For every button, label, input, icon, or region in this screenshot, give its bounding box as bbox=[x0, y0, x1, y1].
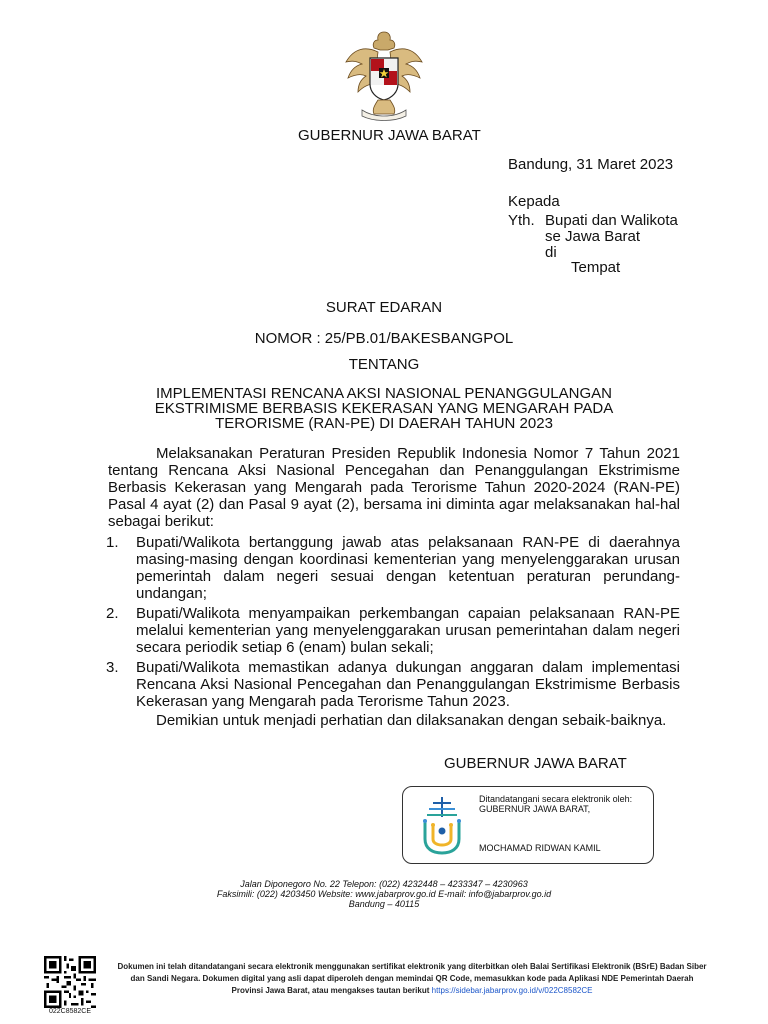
address-line-3: Bandung – 40115 bbox=[348, 899, 420, 909]
to-label: Kepada bbox=[508, 193, 560, 210]
list-item bbox=[106, 534, 680, 602]
address-line-2: Faksimili: (022) 4203450 Website: www.jabarprov.go.id E-mail: info@jabarprov.go.id bbox=[216, 889, 552, 899]
recipient-line-3: di bbox=[545, 244, 557, 261]
signer-name: MOCHAMAD RIDWAN KAMIL bbox=[479, 843, 601, 853]
subject-line-1: IMPLEMENTASI RENCANA AKSI NASIONAL PENANGGULANGAN bbox=[156, 385, 612, 402]
closing-paragraph: Demikian untuk menjadi perhatian dan dilaksanakan dengan sebaik-baiknya. bbox=[156, 712, 667, 729]
yth-label: Yth. bbox=[508, 212, 535, 229]
signed-by-label: Ditandatangani secara elektronik oleh: bbox=[479, 794, 633, 804]
subject-line-2: EKSTRIMISME BERBASIS KEKERASAN YANG MENGARAH PADA bbox=[154, 400, 614, 417]
list-item-text: Bupati/Walikota memastikan adanya dukungan anggaran dalam implementasi Rencana Aksi Nasional Pencegahan dan Penanggulangan Ekstrimisme Berbasis Kekerasan yang Mengarah pada Terorisme Tahun 2023. bbox=[136, 659, 680, 710]
disclaimer-text: Dokumen ini telah ditandatangani secara elektronik menggunakan sertifikat elektronik yang diterbitkan oleh Balai Sertifikasi Elektronik (BSrE) Badan Siber dan Sandi Negara. Dokumen digital yang asli dapat diperoleh dengan memindai QR Code, memasukkan kode pada Aplikasi NDE Pemerintah Daerah Provinsi Jawa Barat, atau mengakses tautan berikut bbox=[117, 962, 707, 995]
document-type: SURAT EDARAN bbox=[325, 299, 443, 316]
intro-paragraph: Melaksanakan Peraturan Presiden Republik Indonesia Nomor 7 Tahun 2021 tentang Rencana Aksi Nasional Pencegahan dan Penanggulangan Ekstrimisme Berbasis Kekerasan yang Mengarah pada Terorisme Tahun 2020-2024 (RAN-PE) Pasal 4 ayat (2) dan Pasal 9 ayat (2), bersama ini diminta agar melaksanakan hal-hal sebagai berikut: bbox=[108, 445, 680, 530]
verification-link[interactable]: https://sidebar.jabarprov.go.id/v/022C8582CE bbox=[431, 986, 593, 995]
e-signature-box bbox=[402, 786, 654, 864]
subject-line-3: TERORISME (RAN-PE) DI DAERAH TAHUN 2023 bbox=[215, 415, 553, 432]
list-item-number: 3. bbox=[106, 659, 119, 676]
signer-title: GUBERNUR JAWA BARAT bbox=[444, 755, 627, 772]
signed-by-office: GUBERNUR JAWA BARAT, bbox=[479, 804, 591, 814]
list-item bbox=[106, 605, 680, 656]
recipient-line-4: Tempat bbox=[571, 259, 621, 276]
list-item-number: 1. bbox=[106, 534, 119, 551]
recipient-line-2: se Jawa Barat bbox=[545, 228, 641, 245]
list-item-text: Bupati/Walikota menyampaikan perkembangan capaian pelaksanaan RAN-PE melalui kementerian yang menyelenggarakan urusan pemerintahan dalam negeri secara periodik setiap 6 (enam) bulan sekali; bbox=[136, 605, 680, 656]
e-signature-disclaimer bbox=[116, 961, 708, 997]
list-item-text: Bupati/Walikota bertanggung jawab atas pelaksanaan RAN-PE di daerahnya masing-masing dengan koordinasi kementerian yang menyelenggarakan urusan pemerintah dalam negeri sesuai dengan ketentuan peraturan perundang-undangan; bbox=[136, 534, 680, 602]
bsre-digital-signature-logo-icon bbox=[419, 795, 465, 857]
recipient-line-1: Bupati dan Walikota bbox=[545, 212, 678, 229]
document-number: NOMOR : 25/PB.01/BAKESBANGPOL bbox=[254, 330, 514, 347]
address-line-1: Jalan Diponegoro No. 22 Telepon: (022) 4232448 – 4233347 – 4230963 bbox=[240, 879, 528, 889]
place-date: Bandung, 31 Maret 2023 bbox=[508, 156, 674, 173]
verification-code: 022C8582CE bbox=[48, 1008, 92, 1015]
garuda-pancasila-emblem-icon bbox=[344, 26, 424, 122]
list-item-number: 2. bbox=[106, 605, 119, 622]
instruction-list bbox=[106, 534, 680, 713]
qr-code-icon bbox=[44, 956, 96, 1008]
authority-title: GUBERNUR JAWA BARAT bbox=[298, 127, 481, 144]
list-item bbox=[106, 659, 680, 710]
about-label: TENTANG bbox=[348, 356, 420, 373]
